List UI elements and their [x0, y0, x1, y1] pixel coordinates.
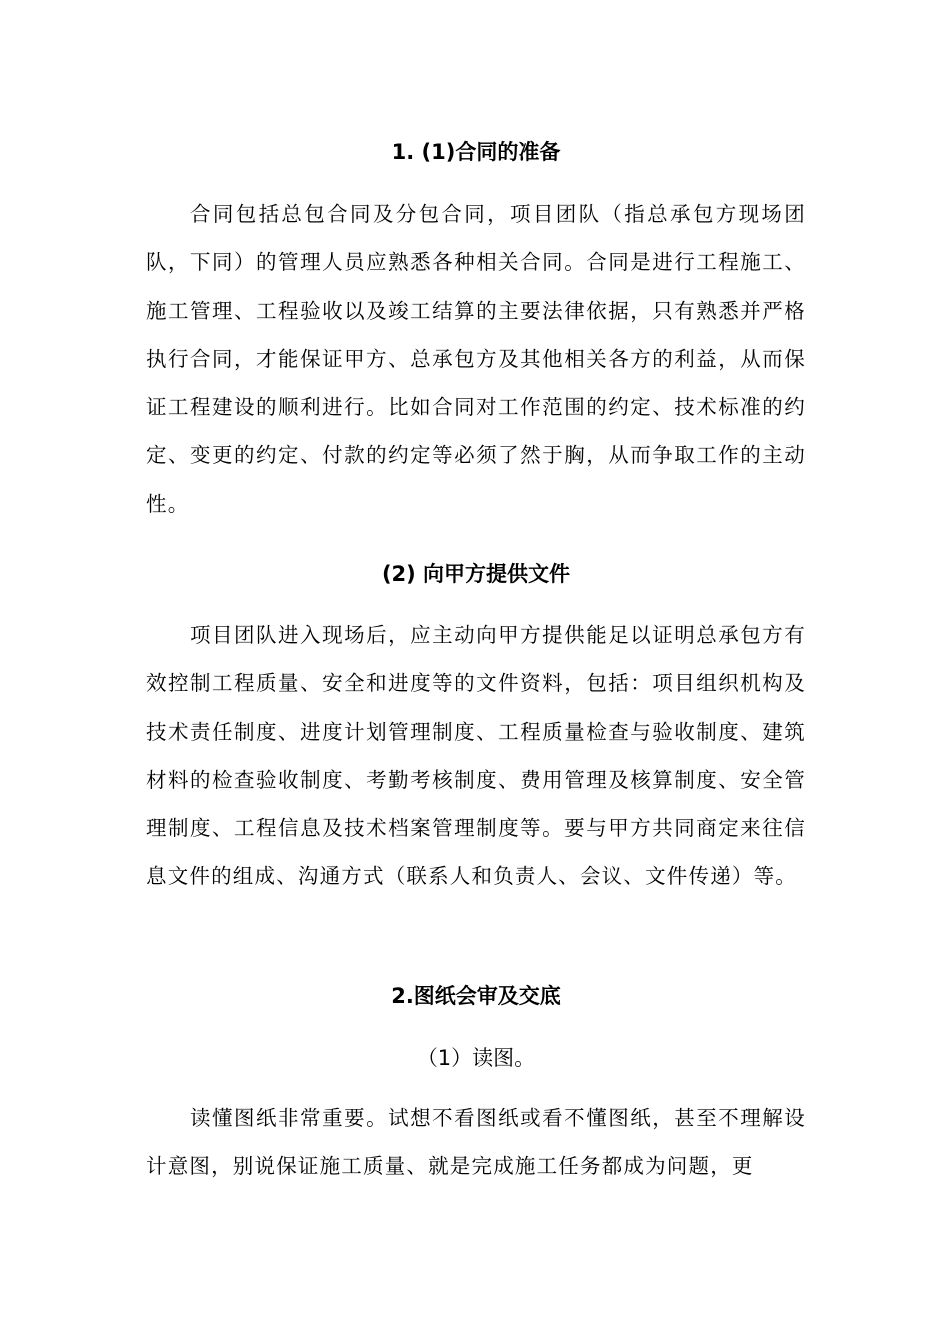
- paragraph-read-drawings: 读懂图纸非常重要。试想不看图纸或看不懂图纸，甚至不理解设计意图，别说保证施工质量、就是完成施工任务都成为问题，更: [146, 1106, 806, 1179]
- section-heading-contract-preparation: 1. (1)合同的准备: [391, 140, 561, 164]
- subsection-heading-read-drawings: （1）读图。: [416, 1046, 536, 1070]
- subsection-heading-provide-documents: (2) 向甲方提供文件: [381, 562, 571, 586]
- paragraph-provide-documents: 项目团队进入现场后，应主动向甲方提供能足以证明总承包方有效控制工程质量、安全和进度等的文件资料，包括：项目组织机构及技术责任制度、进度计划管理制度、工程质量检查与验收制度、建筑材料的检查验收制度、考勤考核制度、费用管理及核算制度、安全管理制度、工程信息及技术档案管理制度等。要与甲方共同商定来往信息文件的组成、沟通方式（联系人和负责人、会议、文件传递）等。: [146, 623, 806, 889]
- section-heading-drawing-review: 2.图纸会审及交底: [391, 984, 561, 1008]
- paragraph-contract-preparation: 合同包括总包合同及分包合同，项目团队（指总承包方现场团队，下同）的管理人员应熟悉各种相关合同。合同是进行工程施工、施工管理、工程验收以及竣工结算的主要法律依据，只有熟悉并严格执行合同，才能保证甲方、总承包方及其他相关各方的利益，从而保证工程建设的顺利进行。比如合同对工作范围的约定、技术标准的约定、变更的约定、付款的约定等必须了然于胸，从而争取工作的主动性。: [146, 202, 806, 516]
